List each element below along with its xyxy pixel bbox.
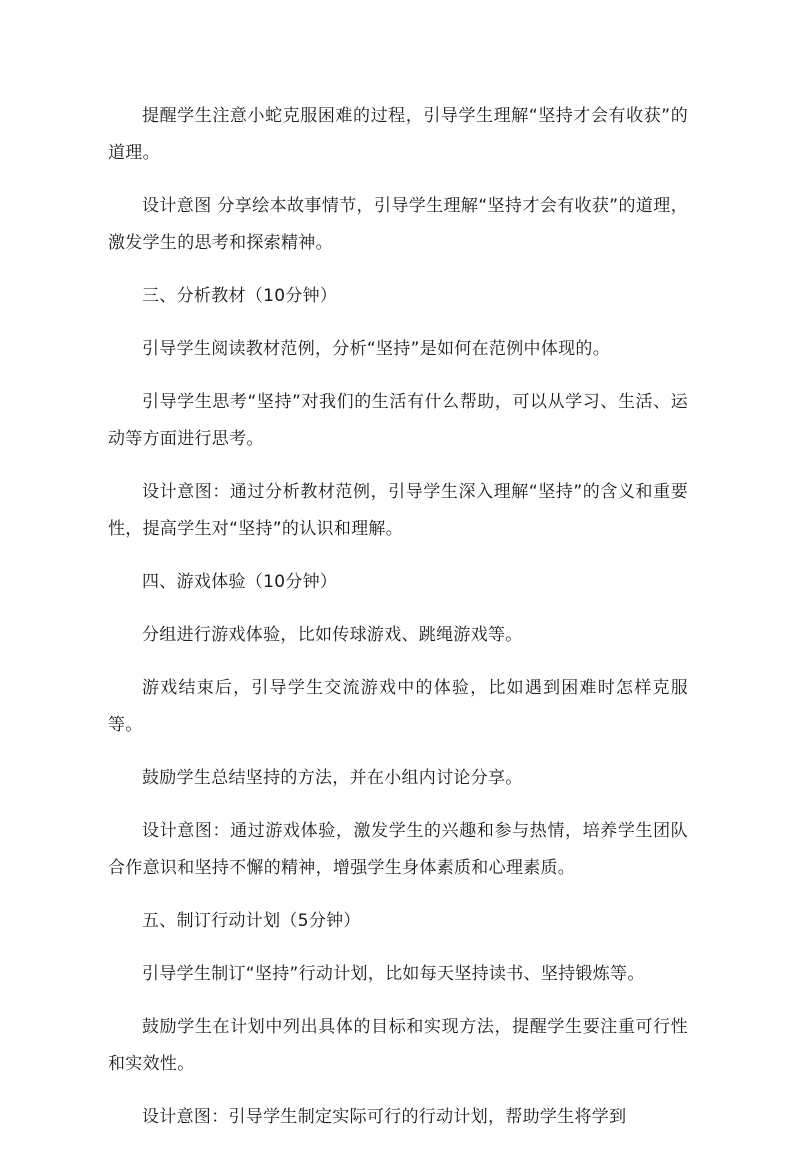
document-body — [108, 98, 688, 1152]
paragraph-reminder: 提醒学生注意小蛇克服困难的过程，引导学生理解“坚持才会有收获”的道理。 — [108, 106, 688, 163]
paragraph-design-intent-3: 设计意图：通过游戏体验，激发学生的兴趣和参与热情，培养学生团队合作意识和坚持不懈的精神，增强学生身体素质和心理素质。 — [108, 821, 688, 878]
paragraph-list-goals: 鼓励学生在计划中列出具体的目标和实现方法，提醒学生要注重可行性和实效性。 — [108, 1017, 688, 1074]
paragraph-design-intent-1: 设计意图 分享绘本故事情节，引导学生理解“坚持才会有收获”的道理，激发学生的思考和探索精神。 — [108, 196, 688, 253]
paragraph-design-intent-4: 设计意图：引导学生制定实际可行的行动计划，帮助学生将学到 — [142, 1107, 627, 1127]
section-heading-game-experience: 四、游戏体验（10分钟） — [142, 572, 338, 592]
section-heading-action-plan: 五、制订行动计划（5分钟） — [142, 911, 361, 931]
paragraph-read-examples: 引导学生阅读教材范例，分析“坚持”是如何在范例中体现的。 — [142, 339, 611, 359]
paragraph-after-game: 游戏结束后，引导学生交流游戏中的体验，比如遇到困难时怎样克服等。 — [108, 678, 688, 735]
paragraph-make-plan: 引导学生制订“坚持”行动计划，比如每天坚持读书、坚持锻炼等。 — [142, 964, 645, 984]
paragraph-design-intent-2: 设计意图：通过分析教材范例，引导学生深入理解“坚持”的含义和重要性，提高学生对“坚持”的认识和理解。 — [108, 482, 688, 539]
paragraph-think-help: 引导学生思考“坚持”对我们的生活有什么帮助，可以从学习、生活、运动等方面进行思考。 — [108, 392, 688, 449]
paragraph-summarize: 鼓励学生总结坚持的方法，并在小组内讨论分享。 — [142, 768, 523, 788]
section-heading-analyze-textbook: 三、分析教材（10分钟） — [142, 286, 338, 306]
paragraph-group-games: 分组进行游戏体验，比如传球游戏、跳绳游戏等。 — [142, 625, 523, 645]
